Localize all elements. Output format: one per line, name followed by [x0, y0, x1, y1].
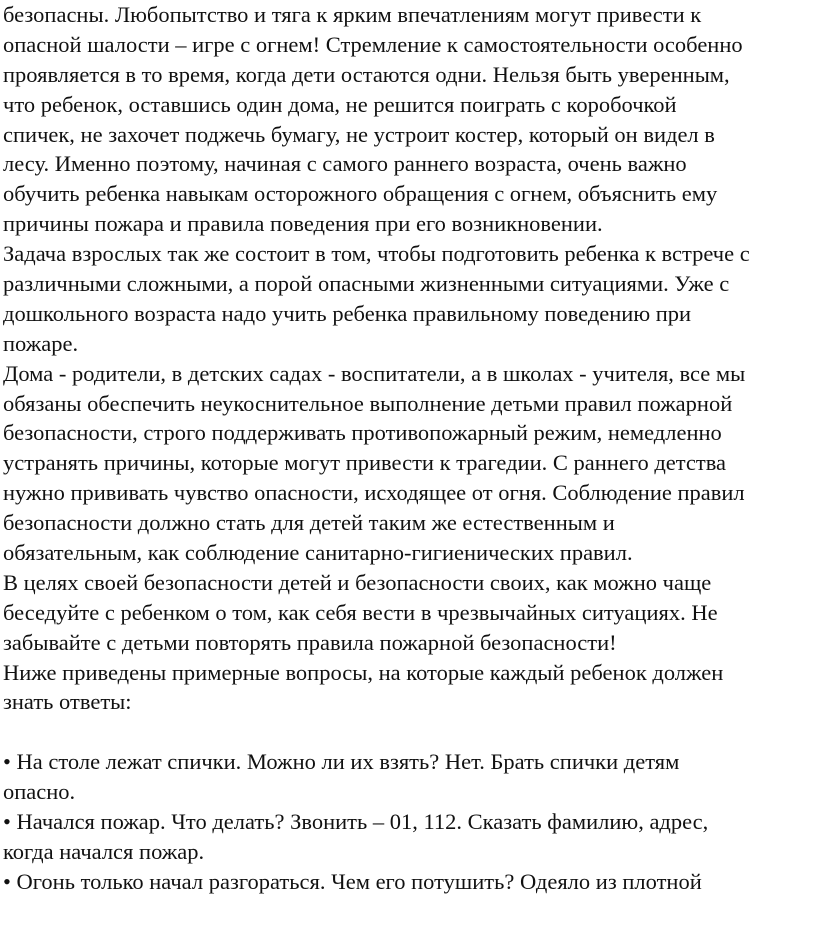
text-line: спичек, не захочет поджечь бумагу, не устроит костер, который он видел в [3, 121, 715, 147]
list-item: • На столе лежат спички. Можно ли их взять? Нет. Брать спички детям [3, 749, 680, 775]
text-line: безопасности, строго поддерживать противопожарный режим, немедленно [3, 420, 722, 446]
text-line: пожаре. [3, 330, 79, 356]
text-line: различными сложными, а порой опасными жизненными ситуациями. Уже с [3, 271, 730, 297]
text-line: проявляется в то время, когда дети остаются одни. Нельзя быть уверенным, [3, 61, 730, 87]
document-page [3, 0, 815, 897]
text-line: опасной шалости – игре с огнем! Стремление к самостоятельности особенно [3, 31, 743, 57]
text-line: Задача взрослых так же состоит в том, чтобы подготовить ребенка к встрече с [3, 241, 750, 267]
blank-line [3, 717, 815, 747]
text-line: обязаны обеспечить неукоснительное выполнение детьми правил пожарной [3, 390, 733, 416]
text-line: Дома - родители, в детских садах - воспитатели, а в школах - учителя, все мы [3, 360, 746, 386]
text-line: причины пожара и правила поведения при его возникновении. [3, 211, 603, 237]
text-line: нужно прививать чувство опасности, исходящее от огня. Соблюдение правил [3, 480, 745, 506]
text-line: безопасности должно стать для детей таким же естественным и [3, 510, 615, 536]
list-item: • Огонь только начал разгораться. Чем его потушить? Одеяло из плотной [3, 868, 702, 894]
text-line: устранять причины, которые могут привести к трагедии. С раннего детства [3, 450, 727, 476]
text-line: забывайте с детьми повторять правила пожарной безопасности! [3, 629, 617, 655]
text-line: обучить ребенка навыкам осторожного обращения с огнем, объяснить ему [3, 181, 718, 207]
list-item: • Начался пожар. Что делать? Звонить – 01, 112. Сказать фамилию, адрес, [3, 809, 709, 835]
text-line: беседуйте с ребенком о том, как себя вести в чрезвычайных ситуациях. Не [3, 599, 718, 625]
text-line: безопасны. Любопытство и тяга к ярким впечатлениям могут привести к [3, 2, 702, 27]
text-line: лесу. Именно поэтому, начиная с самого раннего возраста, очень важно [3, 151, 687, 177]
text-line: знать ответы: [3, 689, 132, 715]
text-line: опасно. [3, 779, 76, 805]
text-line: когда начался пожар. [3, 838, 205, 864]
text-line: Ниже приведены примерные вопросы, на которые каждый ребенок должен [3, 659, 724, 685]
text-line: В целях своей безопасности детей и безопасности своих, как можно чаще [3, 569, 712, 595]
text-line: что ребенок, оставшись один дома, не решится поиграть с коробочкой [3, 91, 677, 117]
text-line: дошкольного возраста надо учить ребенка правильному поведению при [3, 300, 692, 326]
text-line: обязательным, как соблюдение санитарно-гигиенических правил. [3, 540, 633, 566]
